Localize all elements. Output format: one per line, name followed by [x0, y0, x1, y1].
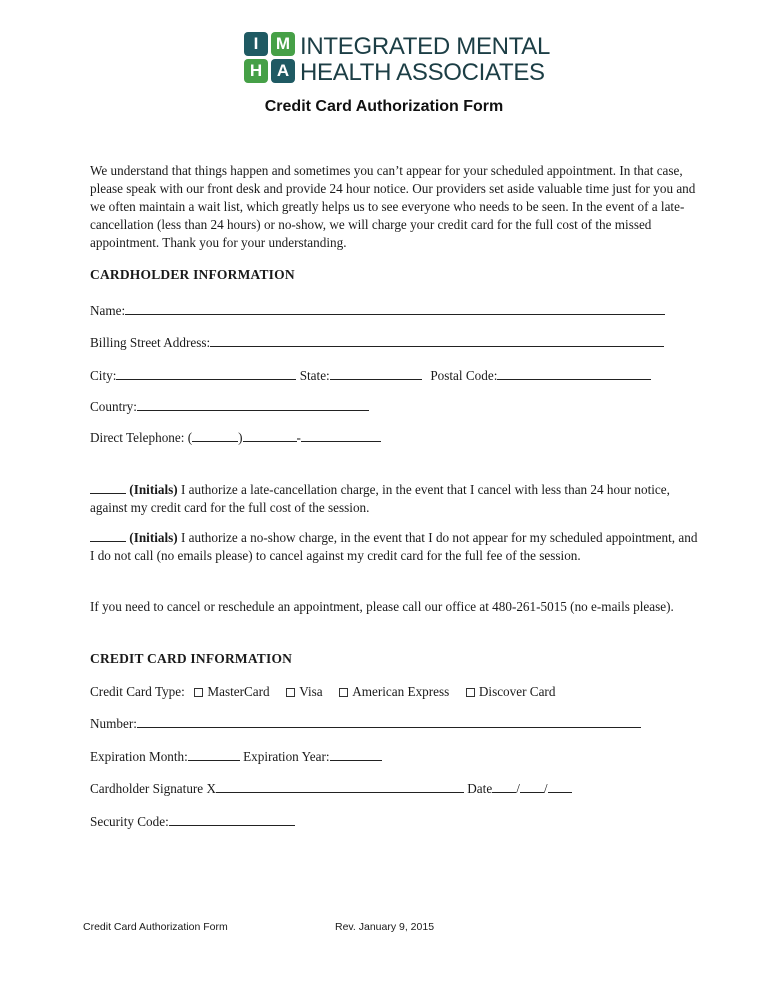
phone-line-field[interactable]: [301, 429, 381, 442]
exp-month-field[interactable]: [188, 748, 240, 761]
intro-paragraph: We understand that things happen and sometimes you can’t appear for your scheduled appointment. In that case, please speak with our front desk and provide 24 hour notice. Our providers set aside valuable time just for you and we often maintain a wait list, which greatly helps us to see everyone who needs to be seen. In the event of a late-cancellation (less than 24 hours) or no-show, we will charge your credit card for the full cost of the missed appointment. Thank you for your understanding.: [90, 163, 696, 250]
name-label: Name:: [90, 303, 126, 318]
late-cancel-authorization: [90, 481, 698, 517]
logo-line-2: HEALTH ASSOCIATES: [300, 59, 545, 86]
expiration-row: [90, 748, 382, 765]
no-show-text: I authorize a no-show charge, in the event that I do not appear for my scheduled appointment, and I do not call (no emails please) to cancel against my credit card for the full fee of the session.: [90, 530, 698, 563]
footer-form-name: Credit Card Authorization Form: [83, 921, 228, 933]
address-row: [90, 334, 664, 351]
postal-label: Postal Code:: [430, 368, 498, 383]
organization-logo: [244, 32, 551, 92]
card-number-row: [90, 715, 641, 732]
form-title: Credit Card Authorization Form: [264, 98, 504, 115]
checkbox-icon[interactable]: [194, 688, 203, 697]
exp-month-label: Expiration Month:: [90, 749, 188, 764]
date-month-field[interactable]: [492, 780, 516, 793]
logo-letter-a: A: [271, 59, 295, 83]
no-show-initials-field[interactable]: [90, 529, 126, 542]
exp-year-label: Expiration Year:: [243, 749, 330, 764]
phone-label: Direct Telephone: (: [90, 430, 193, 445]
date-year-field[interactable]: [548, 780, 572, 793]
card-type-option[interactable]: [194, 684, 269, 699]
card-type-mastercard: MasterCard: [207, 684, 270, 699]
card-type-option[interactable]: [339, 684, 449, 699]
card-type-label: Credit Card Type:: [90, 684, 185, 699]
state-label: State:: [299, 368, 330, 383]
initials-label: (Initials): [129, 482, 178, 497]
logo-letter-i: I: [244, 32, 268, 56]
date-day-field[interactable]: [520, 780, 544, 793]
number-label: Number:: [90, 716, 137, 731]
logo-wordmark: [300, 34, 550, 86]
phone-close-paren: ): [238, 430, 243, 445]
phone-row: [90, 429, 381, 446]
logo-letter-m: M: [271, 32, 295, 56]
card-type-discover: Discover Card: [478, 684, 556, 699]
area-code-field[interactable]: [192, 429, 238, 442]
security-code-label: Security Code:: [90, 814, 169, 829]
checkbox-icon[interactable]: [339, 688, 348, 697]
date-separator: /: [543, 781, 548, 796]
city-field[interactable]: [116, 367, 296, 380]
country-label: Country:: [90, 399, 137, 414]
credit-card-heading: CREDIT CARD INFORMATION: [90, 651, 293, 666]
logo-letter-h: H: [244, 59, 268, 83]
name-row: [90, 302, 665, 319]
address-field[interactable]: [210, 334, 664, 347]
date-separator: /: [516, 781, 520, 796]
cardholder-heading: CARDHOLDER INFORMATION: [90, 267, 295, 282]
card-type-visa: Visa: [299, 684, 323, 699]
card-number-field[interactable]: [137, 715, 641, 728]
checkbox-icon[interactable]: [466, 688, 475, 697]
logo-line-1: INTEGRATED MENTAL: [300, 33, 551, 60]
checkbox-icon[interactable]: [286, 688, 295, 697]
city-row: [90, 367, 651, 384]
card-type-option[interactable]: [466, 684, 556, 699]
contact-note: If you need to cancel or reschedule an appointment, please call our office at 480-261-5015 (no e-mails please).: [90, 599, 674, 614]
exp-year-field[interactable]: [330, 748, 382, 761]
initials-label: (Initials): [129, 530, 178, 545]
country-row: [90, 398, 369, 415]
card-type-option[interactable]: [286, 684, 322, 699]
footer-revision: Rev. January 9, 2015: [335, 921, 435, 933]
security-code-field[interactable]: [169, 813, 295, 826]
security-code-row: [90, 813, 295, 830]
address-label: Billing Street Address:: [90, 335, 211, 350]
logo-mark: [244, 32, 296, 84]
state-field[interactable]: [330, 367, 422, 380]
card-type-amex: American Express: [352, 684, 450, 699]
country-field[interactable]: [137, 398, 369, 411]
phone-dash: -: [296, 430, 301, 445]
date-label: Date: [467, 781, 493, 796]
signature-label: Cardholder Signature X: [90, 781, 216, 796]
signature-field[interactable]: [216, 780, 464, 793]
no-show-authorization: [90, 529, 698, 565]
late-cancel-initials-field[interactable]: [90, 481, 126, 494]
signature-row: [90, 780, 572, 797]
postal-field[interactable]: [497, 367, 651, 380]
card-type-row: [90, 684, 555, 700]
phone-prefix-field[interactable]: [243, 429, 297, 442]
city-label: City:: [90, 368, 117, 383]
name-field[interactable]: [125, 302, 665, 315]
late-cancel-text: I authorize a late-cancellation charge, in the event that I cancel with less than 24 hour notice, against my credit card for the full cost of the session.: [90, 482, 670, 515]
